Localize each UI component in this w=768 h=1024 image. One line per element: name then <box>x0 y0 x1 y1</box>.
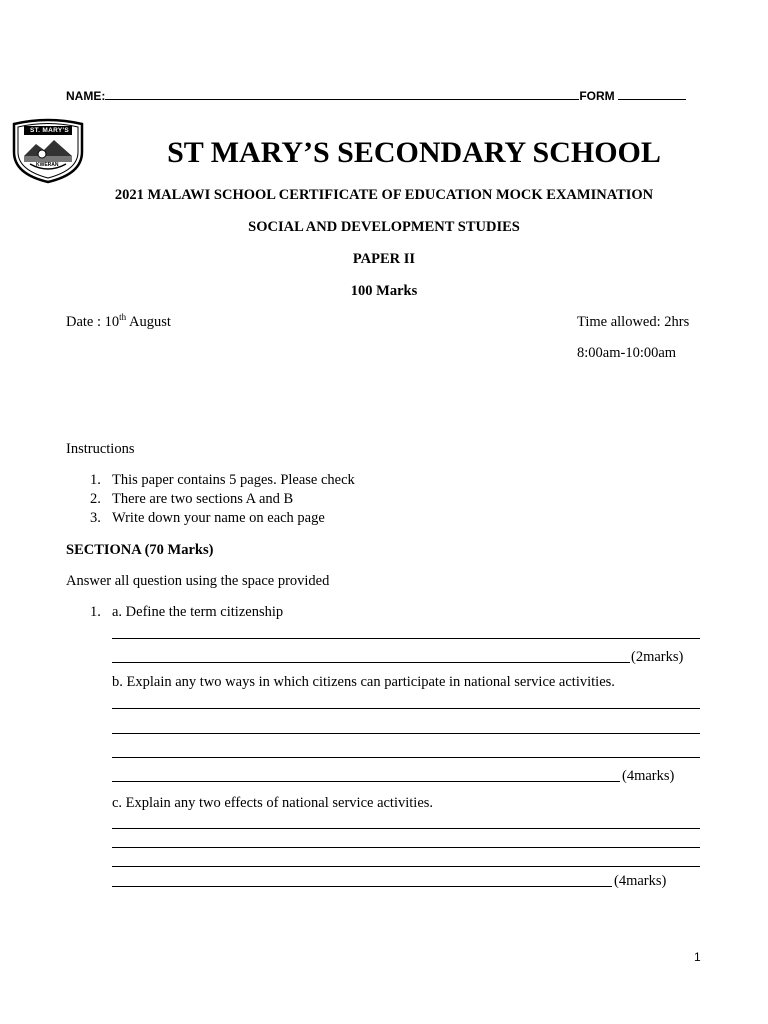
name-blank[interactable] <box>105 88 579 100</box>
instruction-item <box>90 510 490 529</box>
instruction-text: This paper contains 5 pages. Please check <box>112 472 355 488</box>
form-blank[interactable] <box>618 88 686 100</box>
school-name: ST MARY’S SECONDARY SCHOOL <box>167 136 661 169</box>
date-suffix: August <box>126 314 171 330</box>
instruction-num: 1. <box>90 472 101 488</box>
instruction-num: 2. <box>90 491 101 507</box>
subject-title: SOCIAL AND DEVELOPMENT STUDIES <box>248 219 520 235</box>
section-a-heading: SECTIONA (70 Marks) <box>66 542 214 558</box>
instructions-heading: Instructions <box>66 441 135 457</box>
page-number: 1 <box>694 950 701 964</box>
answer-line[interactable] <box>112 846 700 848</box>
date-prefix: Date : 10 <box>66 314 120 330</box>
answer-line[interactable] <box>112 827 700 829</box>
logo-bottom-text: KWERAN <box>36 162 59 168</box>
name-label: NAME: <box>66 89 106 103</box>
question-1a-marks: (2marks) <box>631 649 684 665</box>
instruction-num: 3. <box>90 510 101 526</box>
time-range: 8:00am-10:00am <box>577 345 677 361</box>
logo-top-text: ST. MARY'S <box>30 127 69 134</box>
question-1b-text: b. Explain any two ways in which citizens can participate in national service activities. <box>112 674 615 690</box>
instructions-list <box>90 472 490 529</box>
exam-title: 2021 MALAWI SCHOOL CERTIFICATE OF EDUCATION MOCK EXAMINATION <box>114 187 654 203</box>
answer-line[interactable] <box>112 885 612 887</box>
question-1-number: 1. <box>90 604 101 620</box>
paper-title: PAPER II <box>352 251 416 267</box>
question-1a-text: a. Define the term citizenship <box>112 604 284 620</box>
instruction-text: There are two sections A and B <box>112 491 294 507</box>
question-1c-text: c. Explain any two effects of national service activities. <box>112 795 434 811</box>
exam-date <box>66 314 171 331</box>
instruction-item <box>90 472 490 491</box>
answer-line[interactable] <box>112 865 700 867</box>
answer-line[interactable] <box>112 661 630 663</box>
answer-line[interactable] <box>112 780 620 782</box>
answer-line[interactable] <box>112 637 700 639</box>
form-label: FORM <box>579 89 615 103</box>
total-marks: 100 Marks <box>350 283 418 299</box>
section-a-direction: Answer all question using the space provided <box>66 573 330 589</box>
answer-line[interactable] <box>112 756 700 758</box>
answer-line[interactable] <box>112 732 700 734</box>
question-1b-marks: (4marks) <box>622 768 675 784</box>
question-1c-marks: (4marks) <box>614 873 667 889</box>
time-allowed: Time allowed: 2hrs <box>577 314 690 330</box>
date-sup: th <box>119 312 127 323</box>
answer-line[interactable] <box>112 707 700 709</box>
instruction-item <box>90 491 490 510</box>
instruction-text: Write down your name on each page <box>112 510 325 526</box>
name-form-line <box>66 88 686 103</box>
